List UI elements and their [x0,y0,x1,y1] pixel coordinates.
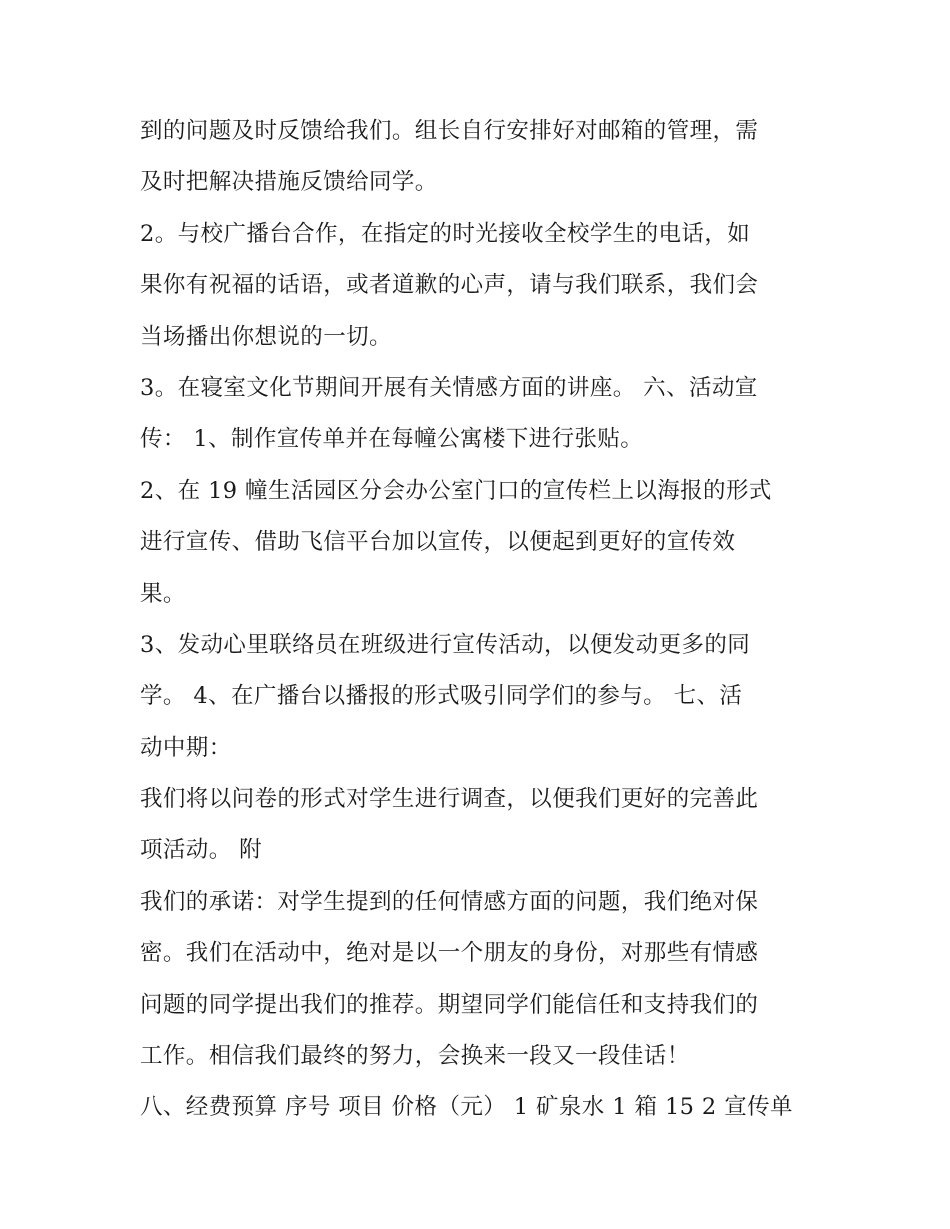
text-line: 我们的承诺：对学生提到的任何情感方面的问题，我们绝对保 [140,888,759,915]
text-line: 到的问题及时反馈给我们。组长自行安排好对邮箱的管理，需 [140,118,759,144]
text-line: 3。在寝室文化节期间开展有关情感方面的讲座。 六、活动宣 [140,374,758,401]
text-line: 密。我们在活动中，绝对是以一个朋友的身份，对那些有情感 [140,940,759,967]
text-line: 问题的同学提出我们的推荐。期望同学们能信任和支持我们的 [140,991,759,1018]
text-line: 八、经费预算 序号 项目 价格（元） 1 矿泉水 1 箱 15 2 宣传单 [140,1094,793,1121]
text-line: 3、发动心里联络员在班级进行宣传活动，以便发动更多的同 [140,631,751,658]
text-line: 及时把解决措施反馈给同学。 [140,169,438,196]
text-line: 当场播出你想说的一切。 [140,323,392,350]
text-line: 2。与校广播台合作，在指定的时光接收全校学生的电话，如 [140,220,751,247]
text-line: 学。 4、在广播台以播报的形式吸引同学们的参与。 七、活 [140,683,743,710]
document-body [140,106,820,1134]
text-line: 工作。相信我们最终的努力，会换来一段又一段佳话！ [140,1043,690,1070]
text-line: 2、在 19 幢生活园区分会办公室门口的宣传栏上以海报的形式 [140,477,772,504]
text-line: 动中期： [140,734,232,761]
text-line: 传： 1、制作宣传单并在每幢公寓楼下进行张贴。 [140,426,644,453]
text-line: 果。 [140,580,186,607]
text-line: 我们将以问卷的形式对学生进行调查，以便我们更好的完善此 [140,786,759,813]
text-line: 项活动。 附 [140,837,263,864]
text-line: 果你有祝福的话语，或者道歉的心声，请与我们联系，我们会 [140,272,759,299]
text-line: 进行宣传、借助飞信平台加以宣传，以便起到更好的宣传效 [140,529,736,556]
